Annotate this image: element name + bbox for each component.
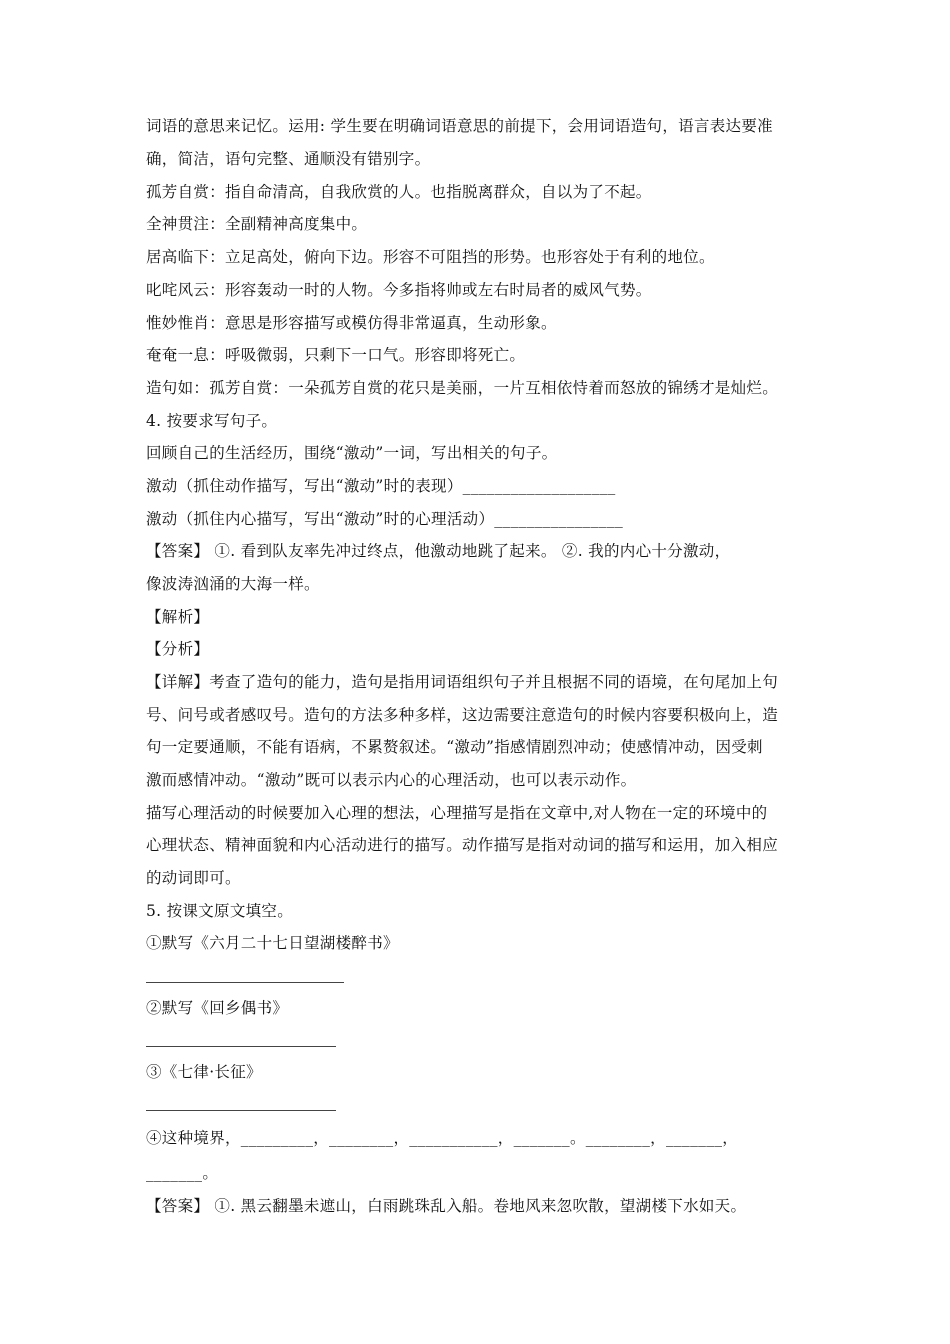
text-line: 词语的意思来记忆。运用: 学生要在明确词语意思的前提下，会用词语造句，语言表达要准 <box>146 117 773 135</box>
answer-blank <box>146 1046 336 1047</box>
text-line: 激而感情冲动。“激动”既可以表示内心的心理活动，也可以表示动作。 <box>146 771 637 789</box>
text-line: 【详解】考查了造句的能力，造句是指用词语组织句子并且根据不同的语境，在句尾加上句 <box>146 673 779 691</box>
answer-blank <box>146 1110 336 1111</box>
question-heading: 4. 按要求写句子。 <box>146 412 278 430</box>
text-line: 像波涛汹涌的大海一样。 <box>146 575 320 593</box>
text-line: 描写心理活动的时候要加入心理的想法，心理描写是指在文章中,对人物在一定的环境中的 <box>146 804 768 822</box>
text-line: 孤芳自赏：指自命清高，自我欣赏的人。也指脱离群众，自以为了不起。 <box>146 183 652 201</box>
section-label: 【分析】 <box>146 640 210 658</box>
section-label: 【解析】 <box>146 608 210 626</box>
text-line: 确，简洁，语句完整、通顺没有错别字。 <box>146 150 431 168</box>
text-line: 全神贯注：全副精神高度集中。 <box>146 215 368 233</box>
answer-line: 【答案】 ①. 黑云翻墨未遮山，白雨跳珠乱入船。卷地风来忽吹散，望湖楼下水如天。 <box>146 1197 747 1215</box>
text-line: ④这种境界，_________，________，___________，_______。________，_______， <box>146 1129 739 1147</box>
question-heading: 5. 按课文原文填空。 <box>146 902 294 920</box>
text-line: _______。 <box>146 1164 219 1182</box>
text-line: ①默写《六月二十七日望湖楼醉书》 <box>146 934 399 952</box>
answer-blank <box>146 982 344 983</box>
text-line: 造句如：孤芳自赏：一朵孤芳自赏的花只是美丽，一片互相依恃着而怒放的锦绣才是灿烂。 <box>146 379 779 397</box>
text-line: 惟妙惟肖：意思是形容描写或模仿得非常逼真，生动形象。 <box>146 314 557 332</box>
text-line: 回顾自己的生活经历，围绕“激动”一词，写出相关的句子。 <box>146 444 558 462</box>
text-line: 号、问号或者感叹号。造句的方法多种多样，这边需要注意造句的时候内容要积极向上，造 <box>146 706 779 724</box>
text-line: 奄奄一息：呼吸微弱，只剩下一口气。形容即将死亡。 <box>146 346 526 364</box>
text-line: 的动词即可。 <box>146 869 241 887</box>
text-line: ②默写《回乡偶书》 <box>146 999 289 1017</box>
text-line: 激动（抓住动作描写，写出“激动”时的表现）___________________ <box>146 477 616 495</box>
text-line: 叱咤风云：形容轰动一时的人物。今多指将帅或左右时局者的威风气势。 <box>146 281 652 299</box>
text-line: ③《七律·长征》 <box>146 1063 262 1081</box>
text-line: 句一定要通顺，不能有语病，不累赘叙述。“激动”指感情剧烈冲动；使感情冲动，因受刺 <box>146 738 763 756</box>
text-line: 激动（抓住内心描写，写出“激动”时的心理活动）________________ <box>146 510 624 528</box>
text-line: 心理状态、精神面貌和内心活动进行的描写。动作描写是指对动词的描写和运用，加入相应 <box>146 836 779 854</box>
text-line: 居高临下：立足高处，俯向下边。形容不可阻挡的形势。也形容处于有利的地位。 <box>146 248 715 266</box>
answer-line: 【答案】 ①. 看到队友率先冲过终点，他激动地跳了起来。 ②. 我的内心十分激动， <box>146 542 731 560</box>
